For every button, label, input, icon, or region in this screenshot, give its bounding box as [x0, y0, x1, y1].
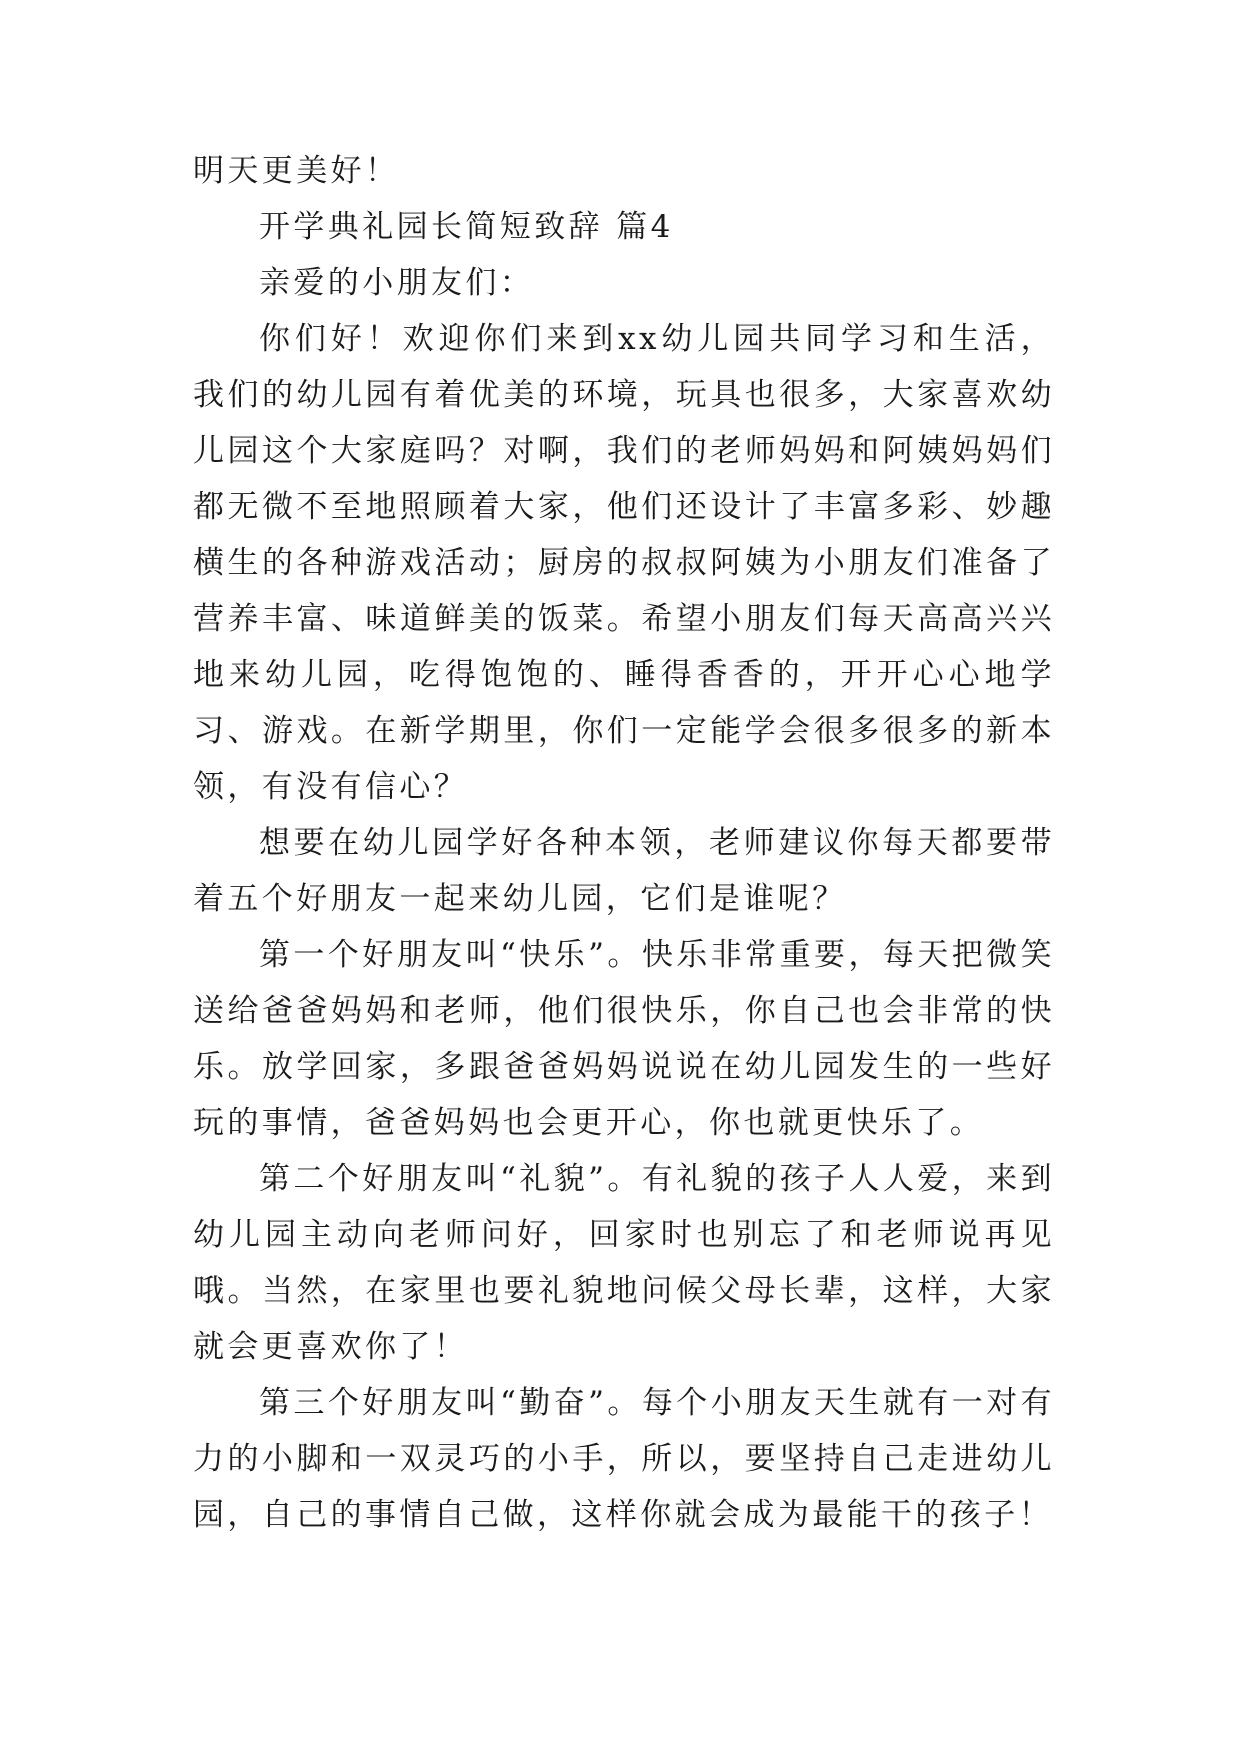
paragraph-friend-politeness: 第二个好朋友叫“礼貌”。有礼貌的孩子人人爱，来到幼儿园主动向老师问好，回家时也别忘了和老师说再见哦。当然，在家里也要礼貌地问候父母长辈，这样，大家就会更喜欢你了！: [193, 1161, 1055, 1365]
paragraph-five-friends: 想要在幼儿园学好各种本领，老师建议你每天都要带着五个好朋友一起来幼儿园，它们是谁呢？: [193, 825, 1055, 917]
section-heading: 开学典礼园长简短致辞 篇4: [259, 209, 674, 245]
paragraph-welcome: 你们好！欢迎你们来到xx幼儿园共同学习和生活，我们的幼儿园有着优美的环境，玩具也很多，大家喜欢幼儿园这个大家庭吗？对啊，我们的老师妈妈和阿姨妈妈们都无微不至地照顾着大家，他们还设计了丰富多彩、妙趣横生的各种游戏活动；厨房的叔叔阿姨为小朋友们准备了营养丰富、味道鲜美的饭菜。希望小朋友们每天高高兴兴地来幼儿园，吃得饱饱的、睡得香香的，开开心心地学习、游戏。在新学期里，你们一定能学会很多很多的新本领，有没有信心？: [193, 321, 1055, 805]
salutation: 亲爱的小朋友们：: [259, 265, 535, 301]
paragraph-friend-happiness: 第一个好朋友叫“快乐”。快乐非常重要，每天把微笑送给爸爸妈妈和老师，他们很快乐，你自己也会非常的快乐。放学回家，多跟爸爸妈妈说说在幼儿园发生的一些好玩的事情，爸爸妈妈也会更开心，你也就更快乐了。: [193, 937, 1055, 1141]
paragraph-continuation: 明天更美好！: [193, 153, 400, 189]
document-body: [193, 143, 1055, 1543]
paragraph-friend-diligence: 第三个好朋友叫“勤奋”。每个小朋友天生就有一对有力的小脚和一双灵巧的小手，所以，要坚持自己走进幼儿园，自己的事情自己做，这样你就会成为最能干的孩子！: [193, 1385, 1055, 1533]
